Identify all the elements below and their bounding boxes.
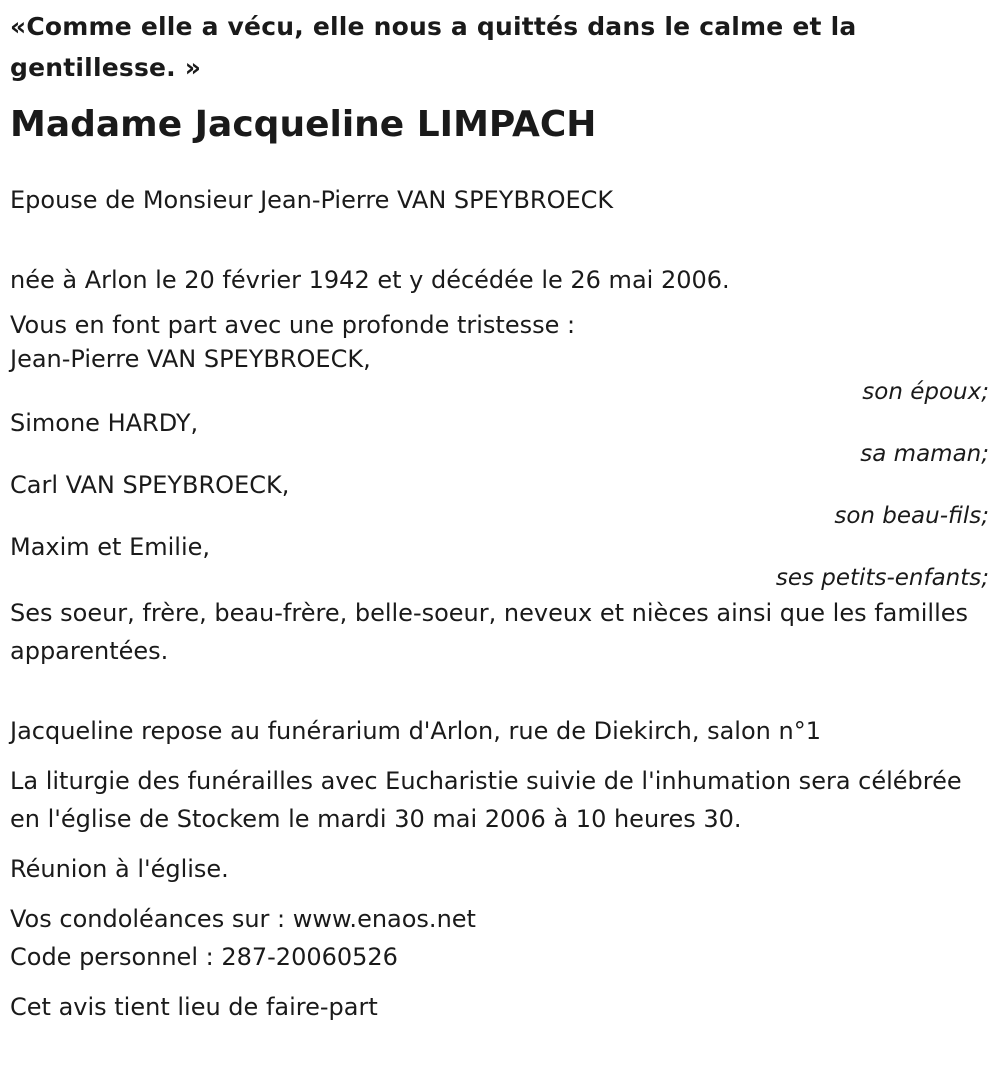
gathering-line: Réunion à l'église. <box>10 855 229 883</box>
notice-line: Cet avis tient lieu de faire-part <box>10 993 378 1021</box>
memorial-quote: «Comme elle a vécu, elle nous a quittés dans le calme et la gentillesse. » <box>10 12 857 82</box>
family-member-relation: sa maman; <box>860 441 989 467</box>
condolences-block <box>10 888 990 976</box>
family-member-name: Simone HARDY, <box>10 409 199 437</box>
condolences-line: Vos condoléances sur : www.enaos.net <box>10 905 476 933</box>
family-member <box>10 532 990 594</box>
spouse-line: Epouse de Monsieur Jean-Pierre VAN SPEYBROECK <box>10 186 614 214</box>
family-member-name: Carl VAN SPEYBROECK, <box>10 471 290 499</box>
family-list <box>10 342 990 594</box>
family-member-name: Maxim et Emilie, <box>10 533 211 561</box>
family-member-name: Jean-Pierre VAN SPEYBROECK, <box>10 345 371 373</box>
family-member-relation: ses petits-enfants; <box>775 565 989 591</box>
resting-place-line: Jacqueline repose au funérarium d'Arlon, rue de Diekirch, salon n°1 <box>10 717 821 745</box>
family-member-relation: son beau-fils; <box>834 503 989 529</box>
family-member <box>10 342 990 408</box>
family-member <box>10 408 990 470</box>
personal-code-line: Code personnel : 287-20060526 <box>10 943 398 971</box>
family-member-relation: son époux; <box>862 379 989 405</box>
deceased-name: Madame Jacqueline LIMPACH <box>10 104 597 145</box>
announcement-line: Vous en font part avec une profonde tristesse : <box>10 311 576 339</box>
extended-family-line: Ses soeur, frère, beau-frère, belle-soeur, neveux et nièces ainsi que les familles apparentées. <box>10 599 969 665</box>
family-member <box>10 470 990 532</box>
liturgy-line: La liturgie des funérailles avec Eucharistie suivie de l'inhumation sera célébrée en l'église de Stockem le mardi 30 mai 2006 à 10 heures 30. <box>10 767 962 833</box>
birth-death-line: née à Arlon le 20 février 1942 et y décédée le 26 mai 2006. <box>10 266 730 294</box>
